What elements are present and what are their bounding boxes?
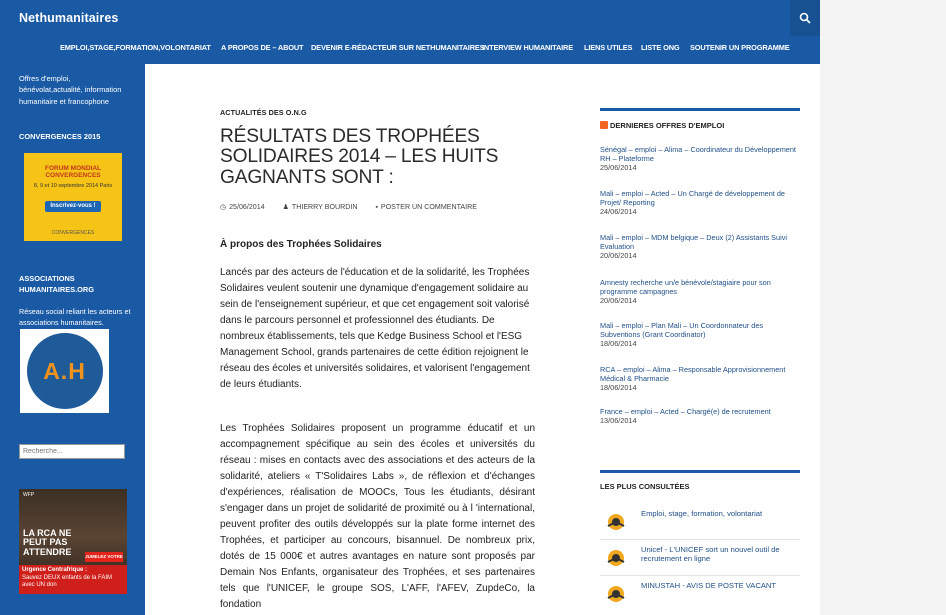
article-date: 25/06/2014 xyxy=(229,203,265,211)
article-author-wrap[interactable] xyxy=(283,203,366,211)
wfp-urgence-box xyxy=(19,565,127,594)
search-icon xyxy=(799,12,811,24)
popular-item[interactable] xyxy=(600,539,800,575)
article-comment-wrap[interactable] xyxy=(375,203,485,211)
article-title[interactable]: RÉSULTATS DES TROPHÉES SOLIDAIRES 2014 – LES HUITS GAGNANTS SONT : xyxy=(220,126,499,188)
convergences-banner-footer: CONVERGENCES xyxy=(51,230,95,236)
job-title[interactable]: France – emploi – Acted – Chargé(e) de recrutement xyxy=(600,407,771,416)
jobs-widget-title-text: DERNIERES OFFRES D'EMPLOI xyxy=(610,121,725,130)
nav-item-redacteur[interactable]: DEVENIR E-RÉDACTEUR SUR NETHUMANITAIRES xyxy=(311,43,485,52)
popular-item[interactable] xyxy=(600,575,800,611)
convergences-banner-title: FORUM MONDIAL CONVERGENCES xyxy=(45,165,101,180)
wfp-donate-button[interactable]: JUMELEZ VOTRE xyxy=(85,552,123,562)
job-title[interactable]: Amnesty recherche un/e bénévole/stagiaire pour son programme campagnes xyxy=(600,278,771,297)
widget-divider xyxy=(600,108,800,111)
site-title[interactable]: Nethumanitaires xyxy=(19,11,119,25)
convergences-register-button[interactable]: Inscrivez-vous ! xyxy=(45,201,101,212)
convergences-banner[interactable] xyxy=(24,153,122,241)
popular-item[interactable] xyxy=(600,503,800,539)
rss-icon xyxy=(600,121,608,129)
associations-logo-circle xyxy=(27,333,103,409)
article-paragraph: Lancés par des acteurs de l'éducation et de la solidarité, les Trophées Solidaires veulent soutenir une dynamique d'engagement solidaire au sein de l'enseignement supérieur, et que cet engagement soit valorisé dans le parcours personnel et professionnel des étudiants. De nombreux établissements, tels que Kedge Business School et l'ESG Management School, grands partenaires de cette édition rejoignent le réseau des écoles et universités solidaires, et valorisent l'engagement de leurs étudiants. xyxy=(220,267,530,390)
article-paragraph: Les Trophées Solidaires proposent un programme éducatif et un accompagnement spécifique au sein des écoles et universités du réseau : mises en contacts avec des associations et des acteurs de la solidarité, ateliers « T'Solidaires Labs », de réflexion et d'échanges d'expériences, réalisation de MOOCs, Tous les étudiants, désirant s'engager dans un projet de solidarité de proximité ou à l 'international, peuvent profiter des outils développés sur la plate forme internet des Trophées, et participer au concours, bisannuel. De nombreux prix, dotés de 15 000€ et autres avantages en nature sont proposés par Demain Nos Enfants, organisateur des Trophées, et ses partenaires tels que l'UNICEF, le groupe SOS, L'AFF, l'AFEV, ZupdeCo, la fondation xyxy=(220,423,535,610)
nav-item-about[interactable]: A PROPOS DE – ABOUT xyxy=(221,43,304,52)
popular-item-title[interactable]: MINUSTAH - AVIS DE POSTE VACANT xyxy=(641,581,777,590)
job-date: 18/06/2014 xyxy=(600,339,637,349)
job-item[interactable] xyxy=(600,321,800,348)
nav-item-liens[interactable]: LIENS UTILES xyxy=(584,43,633,52)
clock-icon: ◷ xyxy=(220,204,227,211)
popular-thumbnail-icon xyxy=(605,547,627,569)
popular-thumbnail-icon xyxy=(605,511,627,533)
article-category[interactable]: ACTUALITÉS DES O.N.G xyxy=(220,108,307,117)
nav-item-interview[interactable]: INTERVIEW HUMANITAIRE xyxy=(482,43,574,52)
site-description: Offres d'emploi, bénévolat,actualité, information humanitaire et francophone xyxy=(19,74,122,106)
comment-icon: ▪ xyxy=(375,204,378,211)
wfp-urgence-text: Sauvez DEUX enfants de la FAIM avec UN don xyxy=(22,574,113,588)
job-item[interactable] xyxy=(600,365,800,392)
search-toggle-button[interactable] xyxy=(790,0,820,36)
primary-nav xyxy=(0,38,820,58)
job-item[interactable] xyxy=(600,407,800,425)
article-date-wrap[interactable] xyxy=(220,203,273,211)
wfp-banner[interactable] xyxy=(19,489,127,594)
popular-thumbnail-icon xyxy=(605,583,627,605)
popular-item-title[interactable]: Emploi, stage, formation, volontariat xyxy=(641,509,763,518)
job-title[interactable]: Mali – emploi – MDM belgique – Deux (2) Assistants Suivi Evaluation xyxy=(600,233,787,252)
article-subheading: À propos des Trophées Solidaires xyxy=(220,239,382,250)
associations-logo-text: A.H xyxy=(43,357,86,384)
job-title[interactable]: Sénégal – emploi – Alima – Coordinateur du Développement RH – Plateforme xyxy=(600,145,796,164)
job-item[interactable] xyxy=(600,145,800,172)
job-date: 24/06/2014 xyxy=(600,207,637,217)
article-author: THIERRY BOURDIN xyxy=(291,203,358,211)
job-date: 25/06/2014 xyxy=(600,163,637,173)
search-input[interactable] xyxy=(19,444,125,459)
job-title[interactable]: RCA – emploi – Alima – Responsable Approvisionnement Médical & Pharmacie xyxy=(600,365,786,384)
popular-item-title[interactable]: Unicef - L'UNICEF sort un nouvel outil de recrutement en ligne xyxy=(641,545,780,564)
article-meta xyxy=(220,203,493,211)
left-sidebar xyxy=(0,64,145,615)
job-title[interactable]: Mali – emploi – Acted – Un Chargé de développement de Projet/ Reporting xyxy=(600,189,785,208)
nav-item-emploi[interactable]: EMPLOI,STAGE,FORMATION,VOLONTARIAT xyxy=(60,43,211,52)
nav-item-soutenir[interactable]: SOUTENIR UN PROGRAMME xyxy=(690,43,790,52)
jobs-widget-title[interactable] xyxy=(600,121,724,130)
wfp-headline: LA RCA NE PEUT PAS ATTENDRE xyxy=(23,528,72,557)
job-date: 13/06/2014 xyxy=(600,416,637,426)
popular-widget-title: LES PLUS CONSULTÉES xyxy=(600,482,690,491)
article-comment-link: POSTER UN COMMENTAIRE xyxy=(380,203,477,211)
associations-description: Réseau social reliant les acteurs et associations humanitaires. xyxy=(19,307,131,328)
job-title[interactable]: Mali – emploi – Plan Mali – Un Coordonnateur des Subventions (Grant Coordinator) xyxy=(600,321,764,340)
user-icon: ♟ xyxy=(282,204,289,211)
associations-logo[interactable] xyxy=(20,329,109,413)
convergences-widget-title: CONVERGENCES 2015 xyxy=(19,132,101,141)
wfp-urgence-title: Urgence Centrafrique : xyxy=(22,567,88,573)
site-header xyxy=(0,0,820,64)
nav-item-liste-ong[interactable]: LISTE ONG xyxy=(641,43,680,52)
popular-divider xyxy=(600,575,800,576)
popular-divider xyxy=(600,539,800,540)
job-item[interactable] xyxy=(600,233,800,260)
job-item[interactable] xyxy=(600,189,800,216)
job-item[interactable] xyxy=(600,278,800,305)
associations-widget-title: ASSOCIATIONS HUMANITAIRES.ORG xyxy=(19,274,94,295)
job-date: 18/06/2014 xyxy=(600,383,637,393)
job-date: 20/06/2014 xyxy=(600,251,637,261)
widget-divider xyxy=(600,470,800,473)
job-date: 20/06/2014 xyxy=(600,296,637,306)
wfp-logo: WFP xyxy=(23,492,35,498)
convergences-banner-dates: 8, 9 et 10 septembre 2014 Paris xyxy=(33,183,113,189)
